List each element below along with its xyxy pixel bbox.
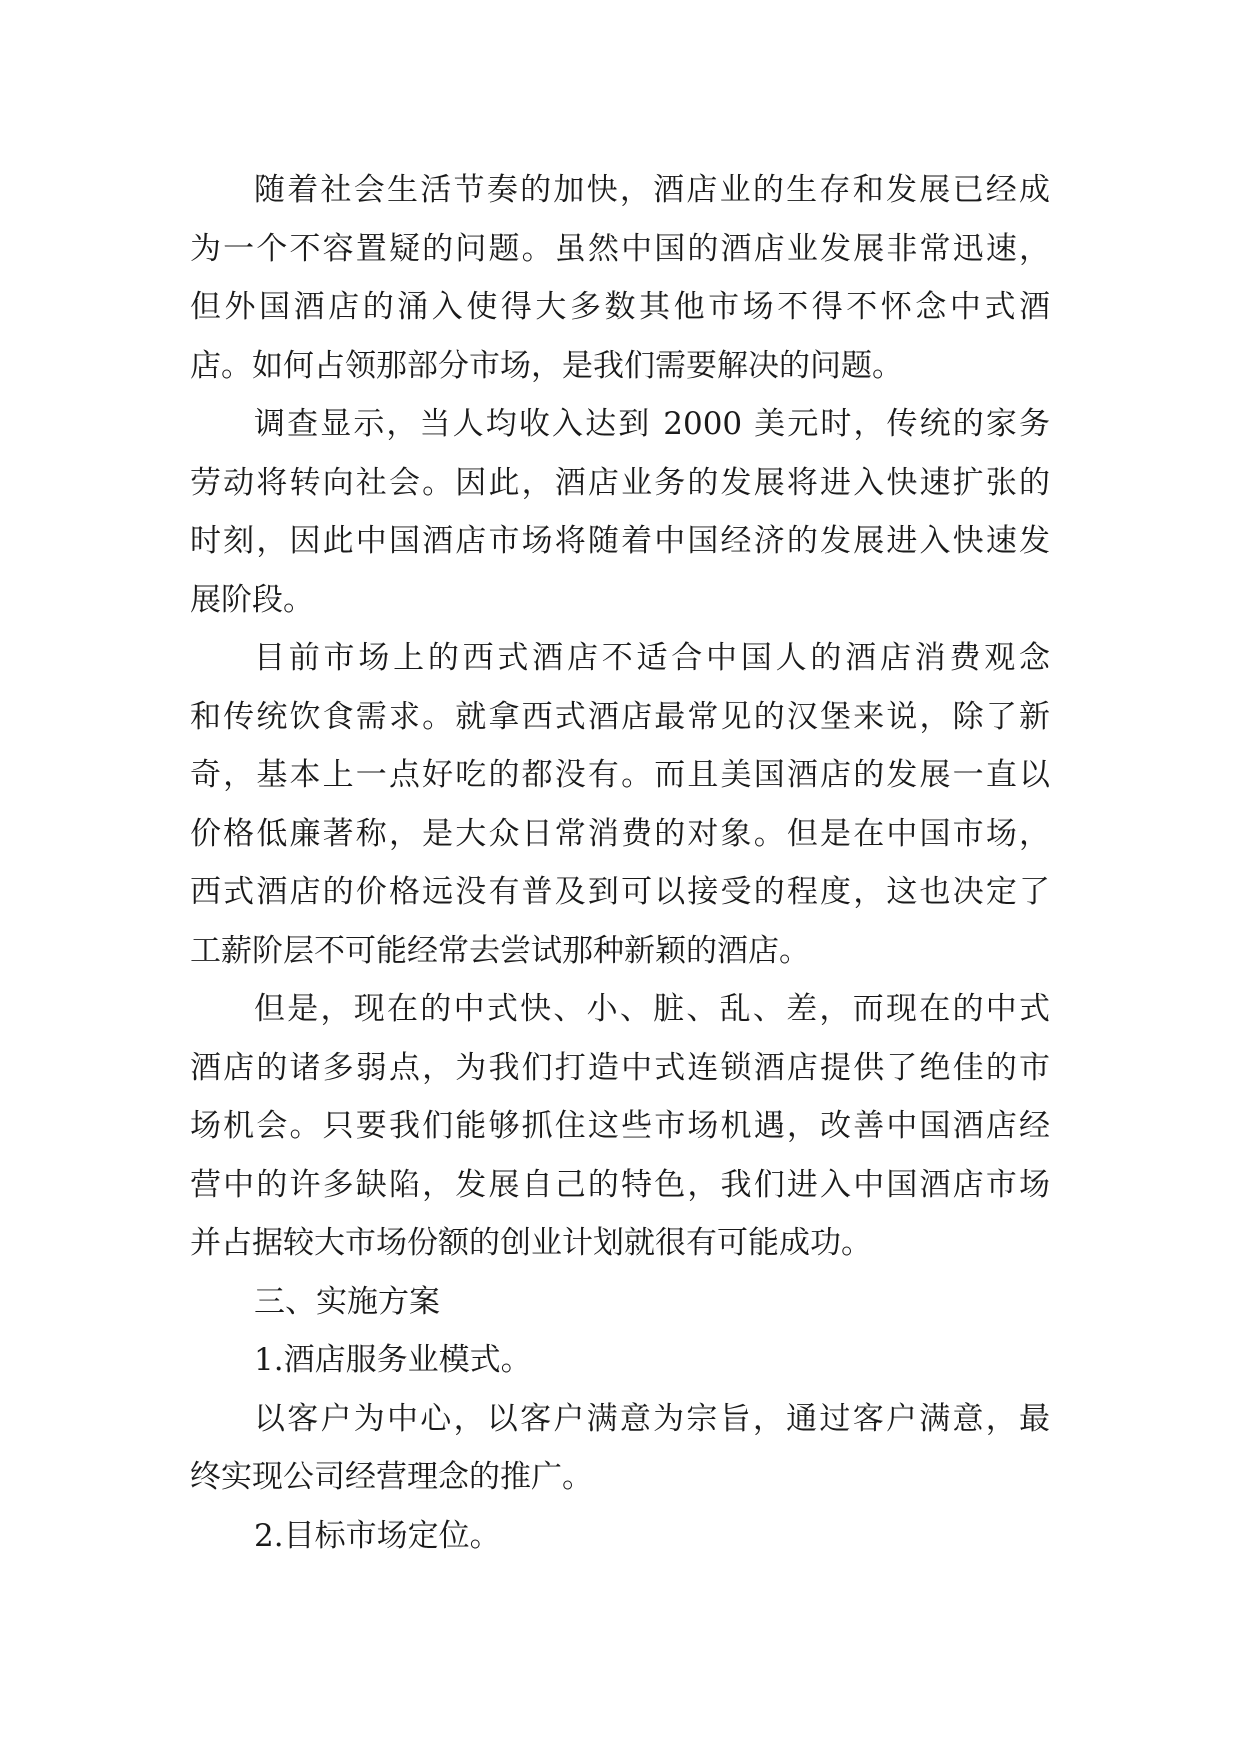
document-body	[190, 161, 1050, 1565]
paragraph-line: 随着社会生活节奏的加快，酒店业的生存和发展已经成	[254, 172, 1050, 208]
item-1-body	[190, 1390, 1050, 1507]
paragraph-line: 工薪阶层不可能经常去尝试那种新颖的酒店。	[190, 932, 810, 969]
paragraph-line: 为一个不容置疑的问题。虽然中国的酒店业发展非常迅速，	[190, 230, 1050, 267]
paragraph-line: 劳动将转向社会。因此，酒店业务的发展将进入快速扩张的	[190, 464, 1050, 501]
item-1-heading: 1.酒店服务业模式。	[254, 1342, 532, 1378]
paragraph-2	[190, 395, 1050, 629]
paragraph-line: 但外国酒店的涌入使得大多数其他市场不得不怀念中式酒	[190, 289, 1050, 325]
paragraph-3	[190, 629, 1050, 980]
paragraph-line: 奇，基本上一点好吃的都没有。而且美国酒店的发展一直以	[190, 757, 1050, 793]
paragraph-line: 时刻，因此中国酒店市场将随着中国经济的发展进入快速发	[190, 523, 1050, 559]
paragraph-line: 价格低廉著称，是大众日常消费的对象。但是在中国市场，	[190, 815, 1050, 852]
paragraph-line: 目前市场上的西式酒店不适合中国人的酒店消费观念	[254, 640, 1050, 676]
paragraph-line: 西式酒店的价格远没有普及到可以接受的程度，这也决定了	[190, 874, 1050, 910]
paragraph-line: 营中的许多缺陷，发展自己的特色，我们进入中国酒店市场	[190, 1166, 1050, 1203]
paragraph-1	[190, 161, 1050, 395]
paragraph-line: 以客户为中心，以客户满意为宗旨，通过客户满意，最	[254, 1400, 1050, 1437]
paragraph-line: 展阶段。	[190, 581, 314, 618]
paragraph-line: 终实现公司经营理念的推广。	[190, 1459, 593, 1495]
paragraph-line: 场机会。只要我们能够抓住这些市场机遇，改善中国酒店经	[190, 1108, 1050, 1144]
section-heading: 三、实施方案	[254, 1283, 440, 1320]
paragraph-line: 并占据较大市场份额的创业计划就很有可能成功。	[190, 1225, 872, 1261]
paragraph-line: 调查显示，当人均收入达到 2000 美元时，传统的家务	[254, 406, 1050, 442]
paragraph-line: 但是，现在的中式快、小、脏、乱、差，而现在的中式	[254, 991, 1050, 1027]
item-2-heading: 2.目标市场定位。	[254, 1517, 501, 1554]
paragraph-line: 店。如何占领那部分市场，是我们需要解决的问题。	[190, 347, 903, 384]
paragraph-4	[190, 980, 1050, 1273]
paragraph-line: 酒店的诸多弱点，为我们打造中式连锁酒店提供了绝佳的市	[190, 1049, 1050, 1086]
paragraph-line: 和传统饮食需求。就拿西式酒店最常见的汉堡来说，除了新	[190, 698, 1050, 735]
